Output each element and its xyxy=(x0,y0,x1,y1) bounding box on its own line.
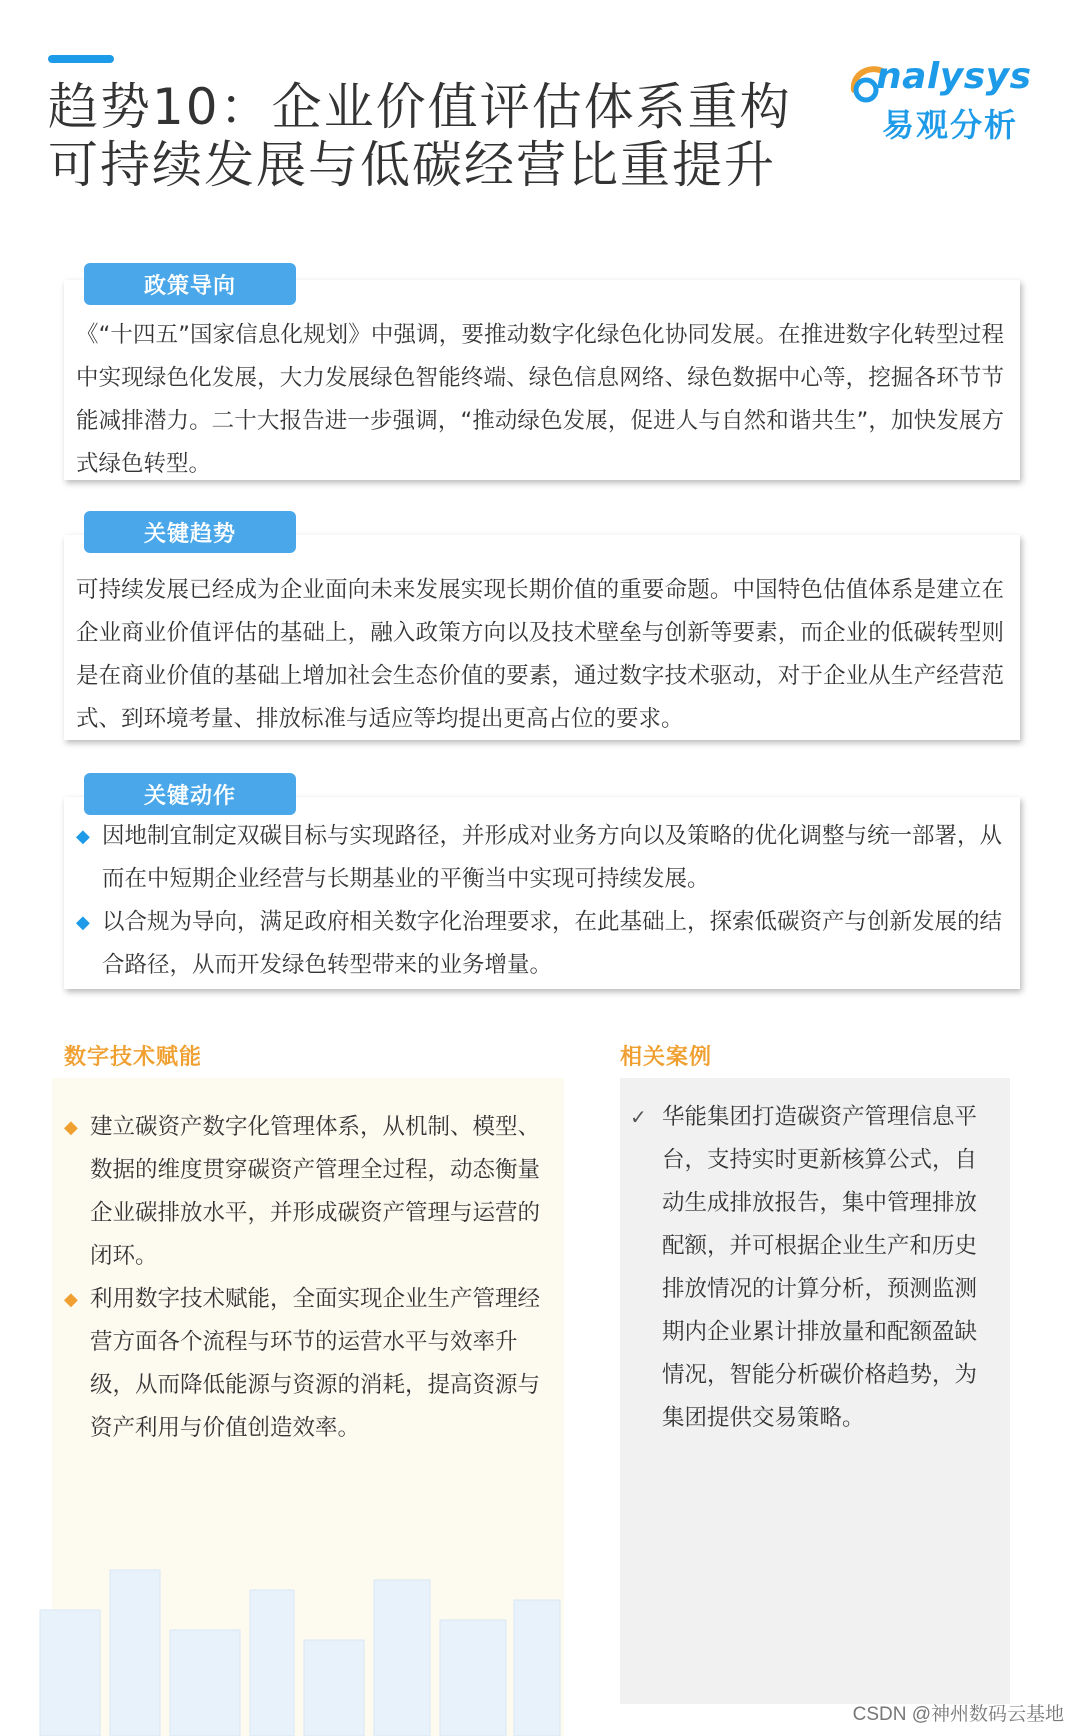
action-list xyxy=(76,815,1004,987)
check-icon: ✓ xyxy=(630,1105,647,1129)
diamond-bullet-icon: ◆ xyxy=(64,1117,78,1138)
list-item: ◆ 建立碳资产数字化管理体系，从机制、模型、数据的维度贯穿碳资产管理全过程，动态衡量企业碳排放水平，并形成碳资产管理与运营的闭环。 xyxy=(64,1106,554,1278)
trend-text: 可持续发展已经成为企业面向未来发展实现长期价值的重要命题。中国特色估值体系是建立在企业商业价值评估的基础上，融入政策方向以及技术壁垒与创新等要素，而企业的低碳转型则是在商业价值的基础上增加社会生态价值的要素，通过数字技术驱动，对于企业从生产经营范式、到环境考量、排放标准与适应等均提出更高占位的要求。 xyxy=(76,577,1004,732)
action-card xyxy=(64,797,1020,989)
diamond-bullet-icon: ◆ xyxy=(76,826,90,847)
list-item: ◆ 以合规为导向，满足政府相关数字化治理要求，在此基础上，探索低碳资产与创新发展的结合路径，从而开发绿色转型带来的业务增量。 xyxy=(76,901,1004,987)
title-line-2: 可持续发展与低碳经营比重提升 xyxy=(48,136,776,194)
policy-card xyxy=(64,280,1020,480)
list-item: ◆ 因地制宜制定双碳目标与实现路径，并形成对业务方向以及策略的优化调整与统一部署，从而在中短期企业经营与长期基业的平衡当中实现可持续发展。 xyxy=(76,815,1004,901)
trend-card xyxy=(64,535,1020,740)
diamond-bullet-icon: ◆ xyxy=(76,912,90,933)
policy-text: 《“十四五”国家信息化规划》中强调，要推动数字化绿色化协同发展。在推进数字化转型过程中实现绿色化发展，大力发展绿色智能终端、绿色信息网络、绿色数据中心等，挖掘各环节节能减排潜力。二十大报告进一步强调，“推动绿色发展，促进人与自然和谐共生”，加快发展方式绿色转型。 xyxy=(76,322,1004,477)
title-accent-bar xyxy=(48,55,114,63)
logo-chinese-name: 易观分析 xyxy=(882,106,1019,144)
list-item: ✓ 华能集团打造碳资产管理信息平台，支持实时更新核算公式，自动生成排放报告，集中管理排放配额，并可根据企业生产和历史排放情况的计算分析，预测监测期内企业累计排放量和配额盈缺情况，智能分析碳价格趋势，为集团提供交易策略。 xyxy=(630,1096,990,1440)
digital-list xyxy=(64,1106,554,1450)
watermark: CSDN @神州数码云基地 xyxy=(852,1704,1064,1725)
title-line-1: 趋势10：企业价值评估体系重构 xyxy=(48,78,792,136)
city-skyline-illustration xyxy=(30,1520,570,1736)
policy-tag: 政策导向 xyxy=(84,263,296,305)
action-tag: 关键动作 xyxy=(84,773,296,815)
logo-wordmark: nalysys xyxy=(876,56,1032,97)
cases-panel xyxy=(620,1078,1010,1704)
page-title xyxy=(48,78,868,194)
digital-section-title: 数字技术赋能 xyxy=(64,1045,203,1070)
diamond-bullet-icon: ◆ xyxy=(64,1289,78,1310)
list-item: ◆ 利用数字技术赋能，全面实现企业生产管理经营方面各个流程与环节的运营水平与效率升级，从而降低能源与资源的消耗，提高资源与资产利用与价值创造效率。 xyxy=(64,1278,554,1450)
cases-list xyxy=(630,1096,990,1440)
analysys-logo xyxy=(848,56,1038,146)
cases-section-title: 相关案例 xyxy=(620,1045,713,1070)
trend-tag: 关键趋势 xyxy=(84,511,296,553)
